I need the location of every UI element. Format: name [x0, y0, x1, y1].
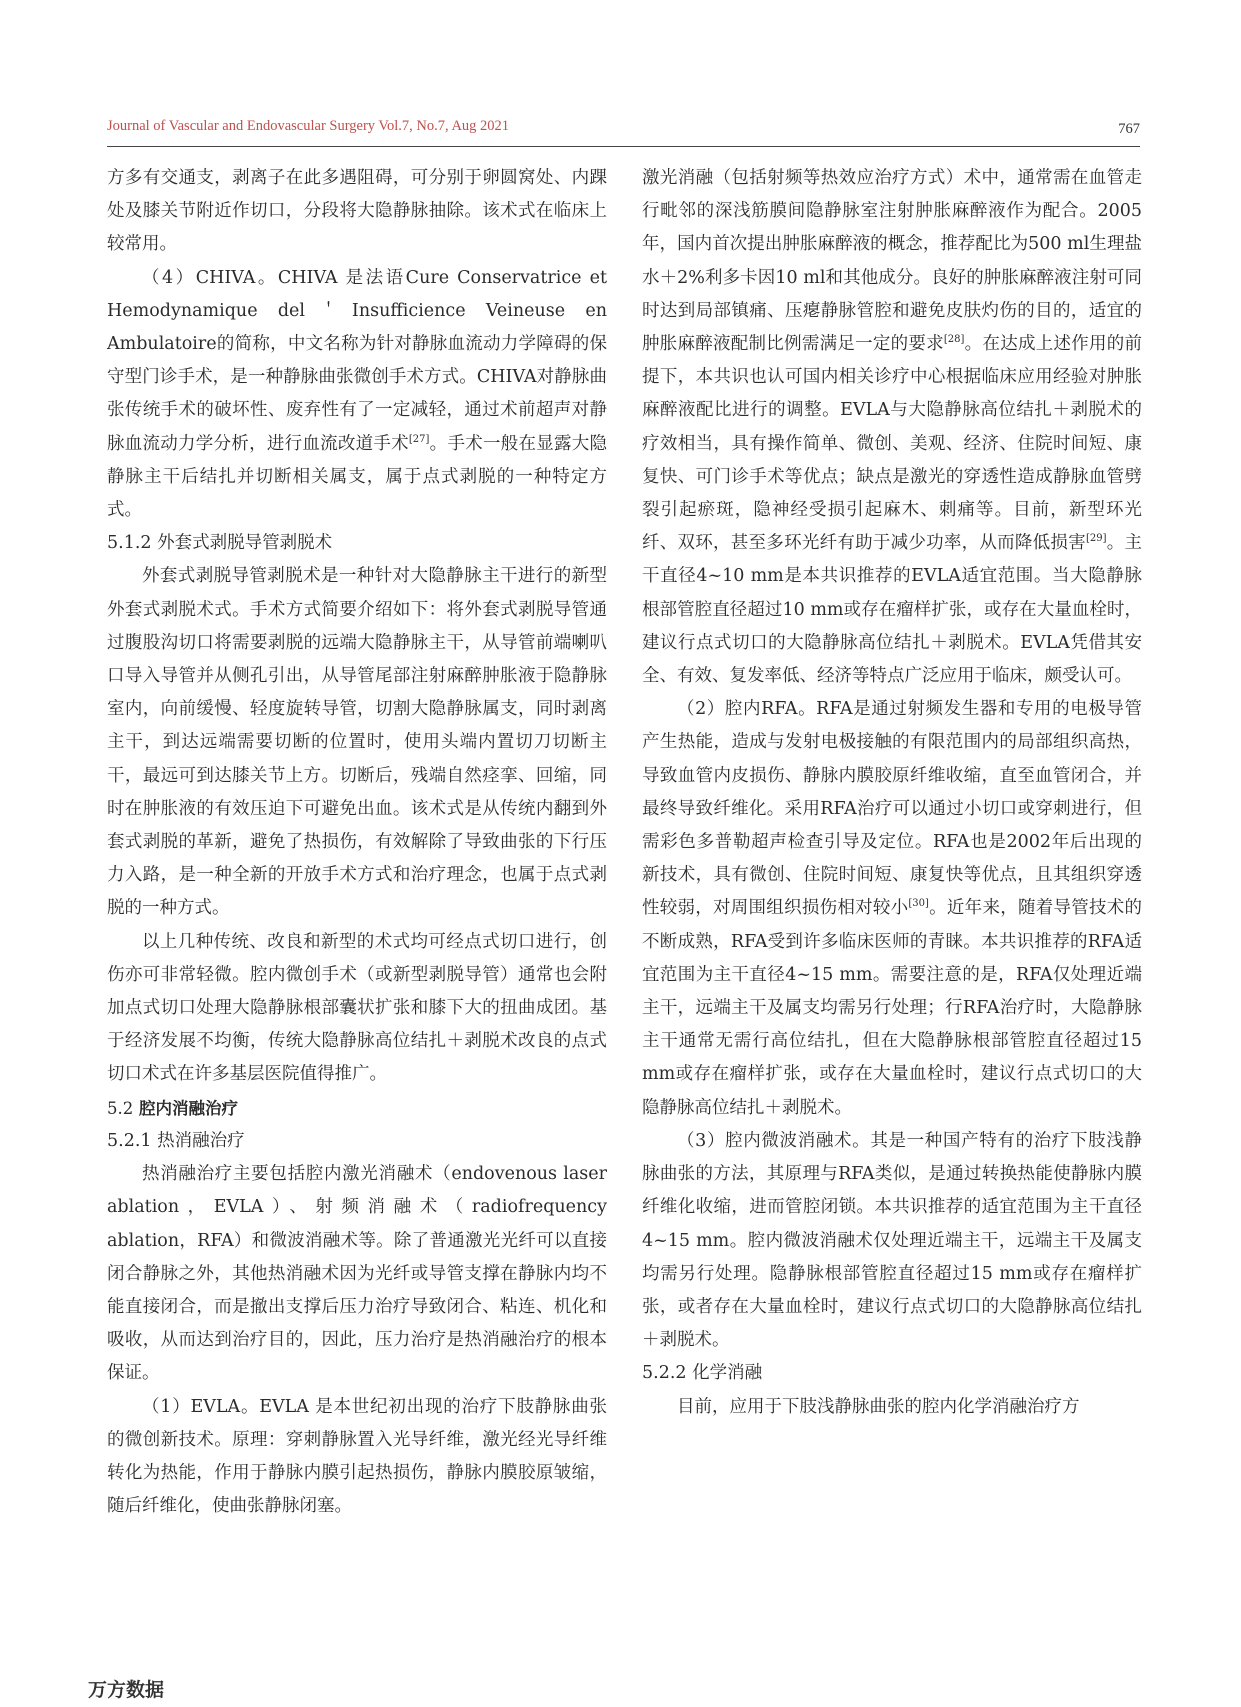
reference-28: [28]	[943, 334, 965, 346]
reference-29: [29]	[1085, 533, 1107, 545]
section-heading-5-2: 5.2 腔内消融治疗	[107, 1098, 238, 1118]
section-heading-5-2-2: 5.2.2 化学消融	[642, 1363, 763, 1384]
section-heading-5-1-2: 5.1.2 外套式剥脱导管剥脱术	[107, 533, 333, 554]
paragraph-rfa: （2）腔内RFA。RFA是通过射频发生器和专用的电极导管产生热能，造成与发射电极接触的有限范围内的局部组织高热，导致血管内皮损伤、静脉内膜胶原纤维收缩，直至血管闭合，并最终导致纤维化。采用RFA治疗可以通过小切口或穿刺进行，但需彩色多普勒超声检查引导及定位。RFA也是2002年后出现的新技术，具有微创、住院时间短、康复快等优点，且其组织穿透性较弱，对周围组织损伤相对较小[30]。近年来，随着导管技术的不断成熟，RFA受到许多临床医师的青睐。本共识推荐的RFA适宜范围为主干直径4~15 mm。需要注意的是，RFA仅处理近端主干，远端主干及属支均需另行处理；行RFA治疗时，大隐静脉主干通常无需行高位结扎，但在大隐静脉根部管腔直径超过15 mm或存在瘤样扩张，或存在大量血栓时，建议行点式切口的大隐静脉高位结扎＋剥脱术。	[642, 699, 1143, 1118]
paragraph: 外套式剥脱导管剥脱术是一种针对大隐静脉主干进行的新型外套式剥脱术式。手术方式简要介绍如下：将外套式剥脱导管通过腹股沟切口将需要剥脱的远端大隐静脉主干，从导管前端喇叭口导入导管并从侧孔引出，从导管尾部注射麻醉肿胀液于隐静脉室内，向前缓慢、轻度旋转导管，切割大隐静脉属支，同时剥离主干，到达远端需要切断的位置时，使用头端内置切刀切断主干，最远可到达膝关节上方。切断后，残端自然痉挛、回缩，同时在肿胀液的有效压迫下可避免出血。该术式是从传统内翻到外套式剥脱的革新，避免了热损伤，有效解除了导致曲张的下行压力入路，是一种全新的开放手术方式和治疗理念，也属于点式剥脱的一种方式。	[107, 566, 607, 919]
reference-27: [27]	[408, 433, 430, 445]
paragraph: 方多有交通支，剥离子在此多遇阻碍，可分别于卵圆窝处、内踝处及膝关节附近作切口，分段将大隐静脉抽除。该术式在临床上较常用。	[107, 168, 607, 255]
reference-30: [30]	[908, 898, 929, 910]
watermark-text: 万方数据	[88, 1679, 165, 1701]
journal-citation: Journal of Vascular and Endovascular Surgery Vol.7, No.7, Aug 2021	[107, 118, 510, 134]
paragraph-microwave: （3）腔内微波消融术。其是一种国产特有的治疗下肢浅静脉曲张的方法，其原理与RFA类似，是通过转换热能使静脉内膜纤维化收缩，进而管腔闭锁。本共识推荐的适宜范围为主干直径4~15 mm。腔内微波消融术仅处理近端主干，远端主干及属支均需另行处理。隐静脉根部管腔直径超过15 mm或存在瘤样扩张，或者存在大量血栓时，建议行点式切口的大隐静脉高位结扎＋剥脱术。	[642, 1130, 1142, 1351]
running-header	[107, 118, 1140, 144]
paragraph: 目前，应用于下肢浅静脉曲张的腔内化学消融治疗方	[677, 1396, 1080, 1417]
header-rule	[107, 146, 1140, 147]
page-number: 767	[1118, 121, 1140, 137]
paragraph-evla: （1）EVLA。EVLA 是本世纪初出现的治疗下肢静脉曲张的微创新技术。原理：穿刺静脉置入光导纤维，激光经光导纤维转化为热能，作用于静脉内膜引起热损伤，静脉内膜胶原皱缩，随后纤维化，使曲张静脉闭塞。	[107, 1396, 607, 1517]
paragraph: 激光消融（包括射频等热效应治疗方式）术中，通常需在血管走行毗邻的深浅筋膜间隐静脉室注射肿胀麻醉液作为配合。2005年，国内首次提出肿胀麻醉液的概念，推荐配比为500 ml生理盐水＋2%利多卡因10 ml和其他成分。良好的肿胀麻醉液注射可同时达到局部镇痛、压瘪静脉管腔和避免皮肤灼伤的目的，适宜的肿胀麻醉液配制比例需满足一定的要求[28]。在达成上述作用的前提下，本共识也认可国内相关诊疗中心根据临床应用经验对肿胀麻醉液配比进行的调整。EVLA与大隐静脉高位结扎＋剥脱术的疗效相当，具有操作简单、微创、美观、经济、住院时间短、康复快、可门诊手术等优点；缺点是激光的穿透性造成静脉血管劈裂引起瘀斑，隐神经受损引起麻木、刺痛等。目前，新型环光纤、双环，甚至多环光纤有助于减少功率，从而降低损害[29]。主干直径4~10 mm是本共识推荐的EVLA适宜范围。当大隐静脉根部管腔直径超过10 mm或存在瘤样扩张，或存在大量血栓时，建议行点式切口的大隐静脉高位结扎＋剥脱术。EVLA凭借其安全、有效、复发率低、经济等特点广泛应用于临床，颇受认可。	[642, 168, 1143, 687]
paragraph: 以上几种传统、改良和新型的术式均可经点式切口进行，创伤亦可非常轻微。腔内微创手术（或新型剥脱导管）通常也会附加点式切口处理大隐静脉根部囊状扩张和膝下大的扭曲成团。基于经济发展不均衡，传统大隐静脉高位结扎＋剥脱术改良的点式切口术式在许多基层医院值得推广。	[107, 931, 607, 1085]
paragraph-chiva: （4）CHIVA。CHIVA 是法语Cure Conservatrice et Hemodynamique del＇Insufficience Veineuse en Ambulatoire的简称，中文名称为针对静脉血流动力学障碍的保守型门诊手术，是一种静脉曲张微创手术方式。CHIVA对静脉曲张传统手术的破坏性、废弃性有了一定减轻，通过术前超声对静脉血流动力学分析，进行血流改道手术[27]。手术一般在显露大隐静脉主干后结扎并切断相关属支，属于点式剥脱的一种特定方式。	[107, 267, 608, 521]
left-column	[107, 162, 607, 1523]
right-column	[642, 162, 1142, 1424]
paragraph: 热消融治疗主要包括腔内激光消融术（endovenous laser ablation，EVLA）、射频消融术（radiofrequency ablation，RFA）和微波消融术等。除了普通激光光纤可以直接闭合静脉之外，其他热消融术因为光纤或导管支撑在静脉内均不能直接闭合，而是撤出支撑后压力治疗导致闭合、粘连、机化和吸收，从而达到治疗目的，因此，压力治疗是热消融治疗的根本保证。	[107, 1164, 607, 1384]
section-heading-5-2-1: 5.2.1 热消融治疗	[107, 1130, 245, 1151]
